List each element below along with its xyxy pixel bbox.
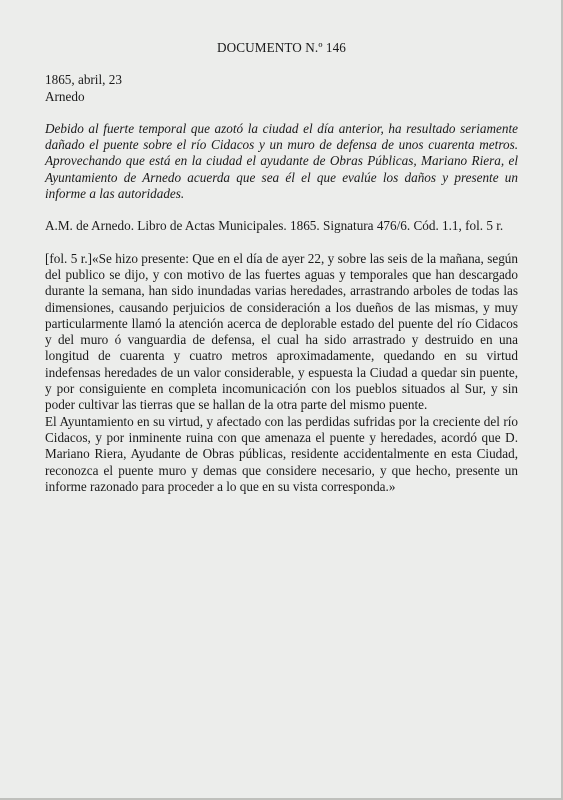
document-body [45,40,518,495]
document-date: 1865, abril, 23 [45,72,122,88]
document-summary: Debido al fuerte temporal que azotó la ciudad el día anterior, ha resultado seriamente dañado el puente sobre el río Cidacos y un muro de defensa de unos cuarenta metros. Aprovechando que está en la ciudad el ayudante de Obras Públicas, Mariano Riera, el Ayuntamiento de Arnedo acuerda que sea él el que evalúe los daños y presente un informe a las autoridades. [45,120,518,202]
document-place: Arnedo [45,88,85,104]
transcription-paragraph-2: El Ayuntamiento en su virtud, y afectado con las perdidas sufridas por la creciente del río Cidacos, y por inminente ruina con que amenaza el puente y heredades, acordó que D. Mariano Riera, Ayudante de Obras públicas, residente accidentalmente en esta Ciudad, reconozca el puente muro y demas que considere necesario, y que hecho, presente un informe razonado para proceder a lo que en su vista corresponda.» [45,413,518,494]
document-title: DOCUMENTO N.º 146 [217,40,346,55]
document-source: A.M. de Arnedo. Libro de Actas Municipales. 1865. Signatura 476/6. Cód. 1.1, fol. 5 r. [45,218,504,234]
transcription-paragraph-1: [fol. 5 r.]«Se hizo presente: Que en el día de ayer 22, y sobre las seis de la mañana, según del publico se dijo, y con motivo de las fuertes aguas y temporales que han descargado durante la semana, han sido inundadas varias heredades, arrastrando arboles de todas las dimensiones, causando perjuicios de consideración a los dueños de las mismas, y muy particularmente llamó la atención acerca de deplorable estado del puente del río Cidacos y del muro ó vanguardia de defensa, el cual ha sido arrastrado y destruido en una longitud de cuarenta y cuatro metros aproximadamente, quedando en su virtud indefensas heredades de un valor considerable, y espuesta la Ciudad a quedar sin puente, y por consiguiente en completa incomunicación con los pueblos situados al Sur, y sin poder cultivar las tierras que se hallan de la otra parte del mismo puente. [45,250,518,413]
